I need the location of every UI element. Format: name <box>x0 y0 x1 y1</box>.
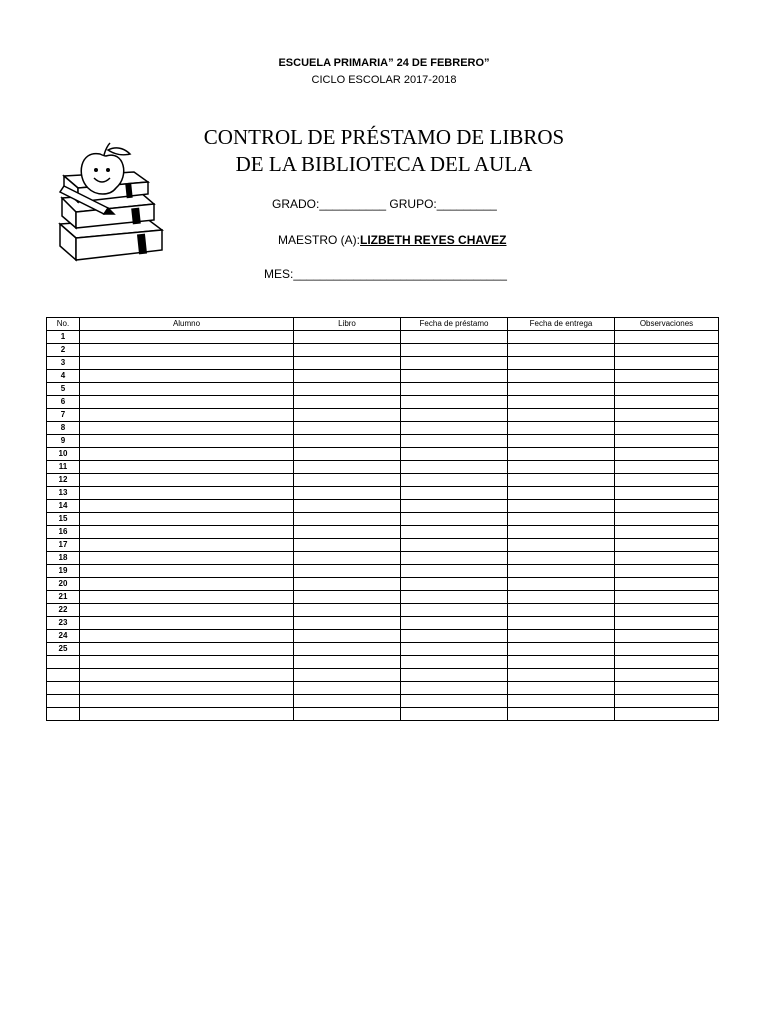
table-row <box>47 500 719 513</box>
row-number: 4 <box>47 370 80 383</box>
alumno-cell <box>80 461 294 474</box>
table-row <box>47 630 719 643</box>
fecha-entrega-cell <box>508 617 615 630</box>
fecha-prestamo-cell <box>401 656 508 669</box>
row-number: 23 <box>47 617 80 630</box>
fecha-prestamo-cell <box>401 383 508 396</box>
table-row <box>47 331 719 344</box>
table-row <box>47 552 719 565</box>
observaciones-cell <box>615 331 719 344</box>
libro-cell <box>294 617 401 630</box>
fecha-prestamo-cell <box>401 591 508 604</box>
fecha-entrega-cell <box>508 591 615 604</box>
libro-cell <box>294 630 401 643</box>
alumno-cell <box>80 552 294 565</box>
fecha-entrega-cell <box>508 422 615 435</box>
row-number: 25 <box>47 643 80 656</box>
row-number: 12 <box>47 474 80 487</box>
alumno-cell <box>80 500 294 513</box>
fecha-entrega-cell <box>508 604 615 617</box>
libro-cell <box>294 565 401 578</box>
table-row <box>47 695 719 708</box>
alumno-cell <box>80 695 294 708</box>
alumno-cell <box>80 643 294 656</box>
books-apple-illustration <box>50 142 172 268</box>
observaciones-cell <box>615 500 719 513</box>
fecha-prestamo-cell <box>401 708 508 721</box>
fecha-entrega-cell <box>508 383 615 396</box>
libro-cell <box>294 448 401 461</box>
row-number: 8 <box>47 422 80 435</box>
libro-cell <box>294 669 401 682</box>
fecha-entrega-cell <box>508 461 615 474</box>
table-header-row <box>47 318 719 331</box>
row-number: 22 <box>47 604 80 617</box>
row-number: 13 <box>47 487 80 500</box>
fecha-prestamo-cell <box>401 695 508 708</box>
column-header-alumno: Alumno <box>80 318 294 331</box>
fecha-prestamo-cell <box>401 513 508 526</box>
observaciones-cell <box>615 344 719 357</box>
observaciones-cell <box>615 461 719 474</box>
maestro-label: MAESTRO (A): <box>278 233 361 247</box>
fecha-prestamo-cell <box>401 448 508 461</box>
observaciones-cell <box>615 591 719 604</box>
table-row <box>47 578 719 591</box>
alumno-cell <box>80 474 294 487</box>
libro-cell <box>294 370 401 383</box>
fecha-entrega-cell <box>508 656 615 669</box>
alumno-cell <box>80 604 294 617</box>
fecha-entrega-cell <box>508 539 615 552</box>
school-name: ESCUELA PRIMARIA” 24 DE FEBRERO” <box>278 57 490 69</box>
libro-cell <box>294 539 401 552</box>
table-row <box>47 591 719 604</box>
alumno-cell <box>80 487 294 500</box>
row-number <box>47 708 80 721</box>
row-number <box>47 656 80 669</box>
fecha-entrega-cell <box>508 682 615 695</box>
alumno-cell <box>80 357 294 370</box>
column-header-fecha-entrega: Fecha de entrega <box>508 318 615 331</box>
observaciones-cell <box>615 396 719 409</box>
teacher-name: LIZBETH REYES CHAVEZ <box>360 233 507 247</box>
column-header-libro: Libro <box>294 318 401 331</box>
libro-cell <box>294 708 401 721</box>
libro-cell <box>294 591 401 604</box>
observaciones-cell <box>615 474 719 487</box>
table-row <box>47 617 719 630</box>
row-number: 14 <box>47 500 80 513</box>
row-number: 7 <box>47 409 80 422</box>
libro-cell <box>294 331 401 344</box>
observaciones-cell <box>615 383 719 396</box>
alumno-cell <box>80 669 294 682</box>
libro-cell <box>294 526 401 539</box>
fecha-prestamo-cell <box>401 461 508 474</box>
libro-cell <box>294 396 401 409</box>
title-line-2: DE LA BIBLIOTECA DEL AULA <box>235 152 533 176</box>
maestro-field <box>278 233 506 247</box>
fecha-entrega-cell <box>508 409 615 422</box>
fecha-prestamo-cell <box>401 643 508 656</box>
alumno-cell <box>80 682 294 695</box>
libro-cell <box>294 695 401 708</box>
observaciones-cell <box>615 370 719 383</box>
fecha-prestamo-cell <box>401 578 508 591</box>
fecha-entrega-cell <box>508 552 615 565</box>
fecha-prestamo-cell <box>401 617 508 630</box>
table-row <box>47 487 719 500</box>
fecha-entrega-cell <box>508 578 615 591</box>
row-number: 17 <box>47 539 80 552</box>
grado-grupo-field: GRADO:__________ GRUPO:_________ <box>272 197 497 211</box>
table-row <box>47 539 719 552</box>
fecha-prestamo-cell <box>401 500 508 513</box>
libro-cell <box>294 422 401 435</box>
alumno-cell <box>80 539 294 552</box>
row-number: 19 <box>47 565 80 578</box>
fecha-prestamo-cell <box>401 604 508 617</box>
alumno-cell <box>80 630 294 643</box>
fecha-prestamo-cell <box>401 435 508 448</box>
fecha-prestamo-cell <box>401 669 508 682</box>
alumno-cell <box>80 656 294 669</box>
fecha-entrega-cell <box>508 370 615 383</box>
table-row <box>47 396 719 409</box>
table-row <box>47 383 719 396</box>
libro-cell <box>294 643 401 656</box>
alumno-cell <box>80 513 294 526</box>
alumno-cell <box>80 565 294 578</box>
row-number <box>47 669 80 682</box>
table-row <box>47 435 719 448</box>
alumno-cell <box>80 331 294 344</box>
observaciones-cell <box>615 630 719 643</box>
fecha-prestamo-cell <box>401 331 508 344</box>
row-number: 18 <box>47 552 80 565</box>
row-number: 1 <box>47 331 80 344</box>
libro-cell <box>294 513 401 526</box>
row-number: 15 <box>47 513 80 526</box>
alumno-cell <box>80 409 294 422</box>
row-number: 11 <box>47 461 80 474</box>
observaciones-cell <box>615 643 719 656</box>
fecha-prestamo-cell <box>401 565 508 578</box>
fecha-entrega-cell <box>508 500 615 513</box>
table-row <box>47 344 719 357</box>
fecha-prestamo-cell <box>401 682 508 695</box>
fecha-entrega-cell <box>508 357 615 370</box>
alumno-cell <box>80 708 294 721</box>
libro-cell <box>294 500 401 513</box>
observaciones-cell <box>615 422 719 435</box>
observaciones-cell <box>615 435 719 448</box>
libro-cell <box>294 357 401 370</box>
alumno-cell <box>80 370 294 383</box>
alumno-cell <box>80 617 294 630</box>
libro-cell <box>294 435 401 448</box>
fecha-prestamo-cell <box>401 630 508 643</box>
fecha-entrega-cell <box>508 526 615 539</box>
libro-cell <box>294 461 401 474</box>
table-row <box>47 461 719 474</box>
title-line-1: CONTROL DE PRÉSTAMO DE LIBROS <box>203 125 565 149</box>
column-header-observaciones: Observaciones <box>615 318 719 331</box>
school-year: CICLO ESCOLAR 2017-2018 <box>311 74 457 86</box>
loan-table <box>46 317 719 721</box>
row-number: 5 <box>47 383 80 396</box>
observaciones-cell <box>615 604 719 617</box>
observaciones-cell <box>615 656 719 669</box>
libro-cell <box>294 383 401 396</box>
document-title <box>184 124 584 178</box>
fecha-prestamo-cell <box>401 344 508 357</box>
row-number <box>47 695 80 708</box>
row-number: 6 <box>47 396 80 409</box>
fecha-entrega-cell <box>508 695 615 708</box>
mes-field: MES:________________________________ <box>264 267 507 281</box>
alumno-cell <box>80 396 294 409</box>
fecha-entrega-cell <box>508 396 615 409</box>
table-body <box>47 331 719 721</box>
table-row <box>47 526 719 539</box>
table-row <box>47 643 719 656</box>
fecha-entrega-cell <box>508 474 615 487</box>
libro-cell <box>294 604 401 617</box>
libro-cell <box>294 344 401 357</box>
alumno-cell <box>80 448 294 461</box>
observaciones-cell <box>615 552 719 565</box>
fecha-prestamo-cell <box>401 539 508 552</box>
table-row <box>47 682 719 695</box>
observaciones-cell <box>615 357 719 370</box>
alumno-cell <box>80 578 294 591</box>
table-row <box>47 409 719 422</box>
fecha-prestamo-cell <box>401 370 508 383</box>
table-row <box>47 669 719 682</box>
table-row <box>47 513 719 526</box>
table-row <box>47 565 719 578</box>
observaciones-cell <box>615 682 719 695</box>
fecha-prestamo-cell <box>401 422 508 435</box>
observaciones-cell <box>615 539 719 552</box>
observaciones-cell <box>615 669 719 682</box>
row-number: 3 <box>47 357 80 370</box>
table-row <box>47 708 719 721</box>
fecha-entrega-cell <box>508 630 615 643</box>
table-row <box>47 422 719 435</box>
row-number: 20 <box>47 578 80 591</box>
alumno-cell <box>80 435 294 448</box>
fecha-prestamo-cell <box>401 396 508 409</box>
fecha-entrega-cell <box>508 331 615 344</box>
table-row <box>47 357 719 370</box>
row-number: 21 <box>47 591 80 604</box>
libro-cell <box>294 409 401 422</box>
observaciones-cell <box>615 448 719 461</box>
fecha-entrega-cell <box>508 344 615 357</box>
libro-cell <box>294 578 401 591</box>
row-number: 16 <box>47 526 80 539</box>
fecha-prestamo-cell <box>401 552 508 565</box>
observaciones-cell <box>615 708 719 721</box>
alumno-cell <box>80 526 294 539</box>
observaciones-cell <box>615 565 719 578</box>
alumno-cell <box>80 383 294 396</box>
fecha-entrega-cell <box>508 669 615 682</box>
libro-cell <box>294 656 401 669</box>
row-number: 10 <box>47 448 80 461</box>
fecha-entrega-cell <box>508 487 615 500</box>
row-number <box>47 682 80 695</box>
fecha-prestamo-cell <box>401 357 508 370</box>
fecha-entrega-cell <box>508 448 615 461</box>
fecha-entrega-cell <box>508 708 615 721</box>
libro-cell <box>294 682 401 695</box>
observaciones-cell <box>615 526 719 539</box>
observaciones-cell <box>615 513 719 526</box>
fecha-entrega-cell <box>508 565 615 578</box>
libro-cell <box>294 552 401 565</box>
fecha-prestamo-cell <box>401 526 508 539</box>
table-row <box>47 370 719 383</box>
row-number: 9 <box>47 435 80 448</box>
fecha-entrega-cell <box>508 513 615 526</box>
table-row <box>47 656 719 669</box>
column-header-fecha-prestamo: Fecha de préstamo <box>401 318 508 331</box>
alumno-cell <box>80 422 294 435</box>
fecha-prestamo-cell <box>401 409 508 422</box>
table-row <box>47 448 719 461</box>
fecha-prestamo-cell <box>401 474 508 487</box>
table-row <box>47 474 719 487</box>
observaciones-cell <box>615 487 719 500</box>
row-number: 24 <box>47 630 80 643</box>
fecha-entrega-cell <box>508 643 615 656</box>
alumno-cell <box>80 591 294 604</box>
observaciones-cell <box>615 578 719 591</box>
fecha-entrega-cell <box>508 435 615 448</box>
observaciones-cell <box>615 617 719 630</box>
observaciones-cell <box>615 409 719 422</box>
column-header-no: No. <box>47 318 80 331</box>
fecha-prestamo-cell <box>401 487 508 500</box>
libro-cell <box>294 487 401 500</box>
libro-cell <box>294 474 401 487</box>
school-header <box>0 55 768 89</box>
table-row <box>47 604 719 617</box>
row-number: 2 <box>47 344 80 357</box>
observaciones-cell <box>615 695 719 708</box>
alumno-cell <box>80 344 294 357</box>
